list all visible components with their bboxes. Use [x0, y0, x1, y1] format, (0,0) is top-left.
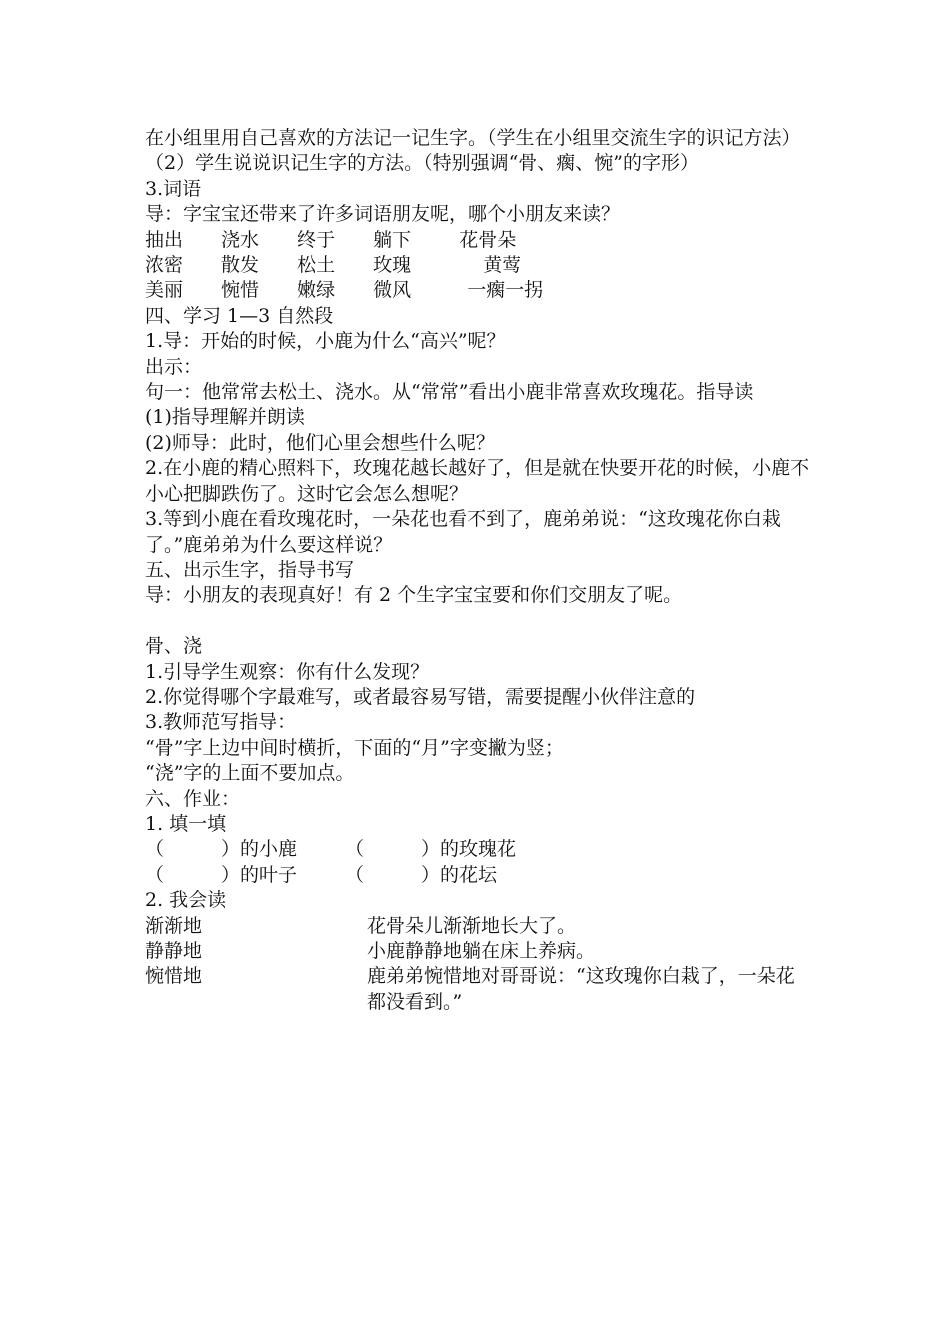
fill-item: （ ）的花坛 — [345, 863, 498, 886]
question-1: 1.导：开始的时候，小鹿为什么“高兴”呢？ — [145, 330, 506, 353]
fill-row-1 — [145, 837, 810, 862]
word: 微风 — [373, 279, 412, 302]
fill-item: （ ）的小鹿 — [145, 838, 298, 861]
word-row-3 — [145, 278, 810, 303]
writing-guide-2: “浇”字的上面不要加点。 — [145, 762, 355, 785]
question-2: 2.在小鹿的精心照料下，玫瑰花越长越好了，但是就在快要开花的时候，小鹿不小心把脚跌伤了。这时它会怎么想呢？ — [145, 457, 810, 505]
word: 一瘸一拐 — [467, 279, 544, 302]
word: 浓密 — [145, 254, 184, 277]
sub-step-1: (1)指导理解并朗读 — [145, 406, 305, 429]
section-5-prompt: 导：小朋友的表现真好！有 2 个生字宝宝要和你们交朋友了呢。 — [145, 584, 683, 607]
word: 美丽 — [145, 279, 184, 302]
heading-section-5: 五、出示生字，指导书写 — [145, 558, 355, 581]
word: 惋惜 — [221, 279, 260, 302]
word: 抽出 — [145, 228, 184, 251]
fill-row-2 — [145, 863, 810, 888]
fill-item: （ ）的玫瑰花 — [345, 838, 517, 861]
new-characters: 骨、浇 — [145, 635, 203, 658]
word: 嫩绿 — [297, 279, 336, 302]
read-word: 静静地 — [145, 939, 203, 962]
read-word: 渐渐地 — [145, 914, 203, 937]
question-3: 3.等到小鹿在看玫瑰花时，一朵花也看不到了，鹿弟弟说：“这玫瑰花你白栽了。”鹿弟弟为什么要这样说？ — [145, 508, 781, 556]
words-prompt: 导：字宝宝还带来了许多词语朋友呢，哪个小朋友来读？ — [145, 203, 621, 226]
word: 终于 — [297, 228, 336, 251]
word: 松土 — [297, 254, 336, 277]
paragraph-intro-1: 在小组里用自己喜欢的方法记一记生字。（学生在小组里交流生字的识记方法） — [145, 127, 801, 149]
fill-item: （ ）的叶子 — [145, 863, 298, 886]
writing-guide-1: “骨”字上边中间时横折，下面的“月”字变撇为竖； — [145, 736, 564, 759]
read-row-3 — [145, 964, 810, 1015]
word: 浇水 — [221, 228, 260, 251]
sentence-1: 句一：他常常去松土、浇水。从“常常”看出小鹿非常喜欢玫瑰花。指导读 — [145, 381, 754, 404]
word: 花骨朵 — [459, 228, 517, 251]
read-row-1 — [145, 914, 810, 939]
word: 黄莺 — [483, 254, 522, 277]
paragraph-intro-2: （2）学生说说识记生字的方法。（特别强调“骨、瘸、惋”的字形） — [145, 152, 700, 175]
read-sentence: 鹿弟弟惋惜地对哥哥说：“这玫瑰你白栽了，一朵花都没看到。” — [367, 965, 795, 1013]
sub-step-2: (2)师导：此时，他们心里会想些什么呢？ — [145, 431, 495, 454]
read-sentence: 花骨朵儿渐渐地长大了。 — [367, 914, 577, 937]
document-body — [145, 126, 810, 1015]
read-sentence: 小鹿静静地躺在床上养病。 — [367, 939, 596, 962]
word: 躺下 — [373, 228, 412, 251]
step-2: 2.你觉得哪个字最难写，或者最容易写错，需要提醒小伙伴注意的 — [145, 685, 696, 708]
heading-words: 3.词语 — [145, 177, 202, 200]
heading-section-4: 四、学习 1—3 自然段 — [145, 304, 334, 327]
read-word: 惋惜地 — [145, 965, 203, 988]
word: 玫瑰 — [373, 254, 412, 277]
read-heading: 2. 我会读 — [145, 889, 227, 912]
word-row-1 — [145, 228, 810, 253]
word: 散发 — [221, 254, 260, 277]
heading-section-6: 六、作业： — [145, 787, 241, 810]
blank-line — [145, 609, 810, 634]
step-1: 1.引导学生观察：你有什么发现？ — [145, 660, 430, 683]
word-row-2 — [145, 253, 810, 278]
read-row-2 — [145, 939, 810, 964]
step-3: 3.教师范写指导： — [145, 711, 297, 734]
show-label: 出示： — [145, 355, 203, 378]
fill-heading: 1. 填一填 — [145, 812, 227, 835]
